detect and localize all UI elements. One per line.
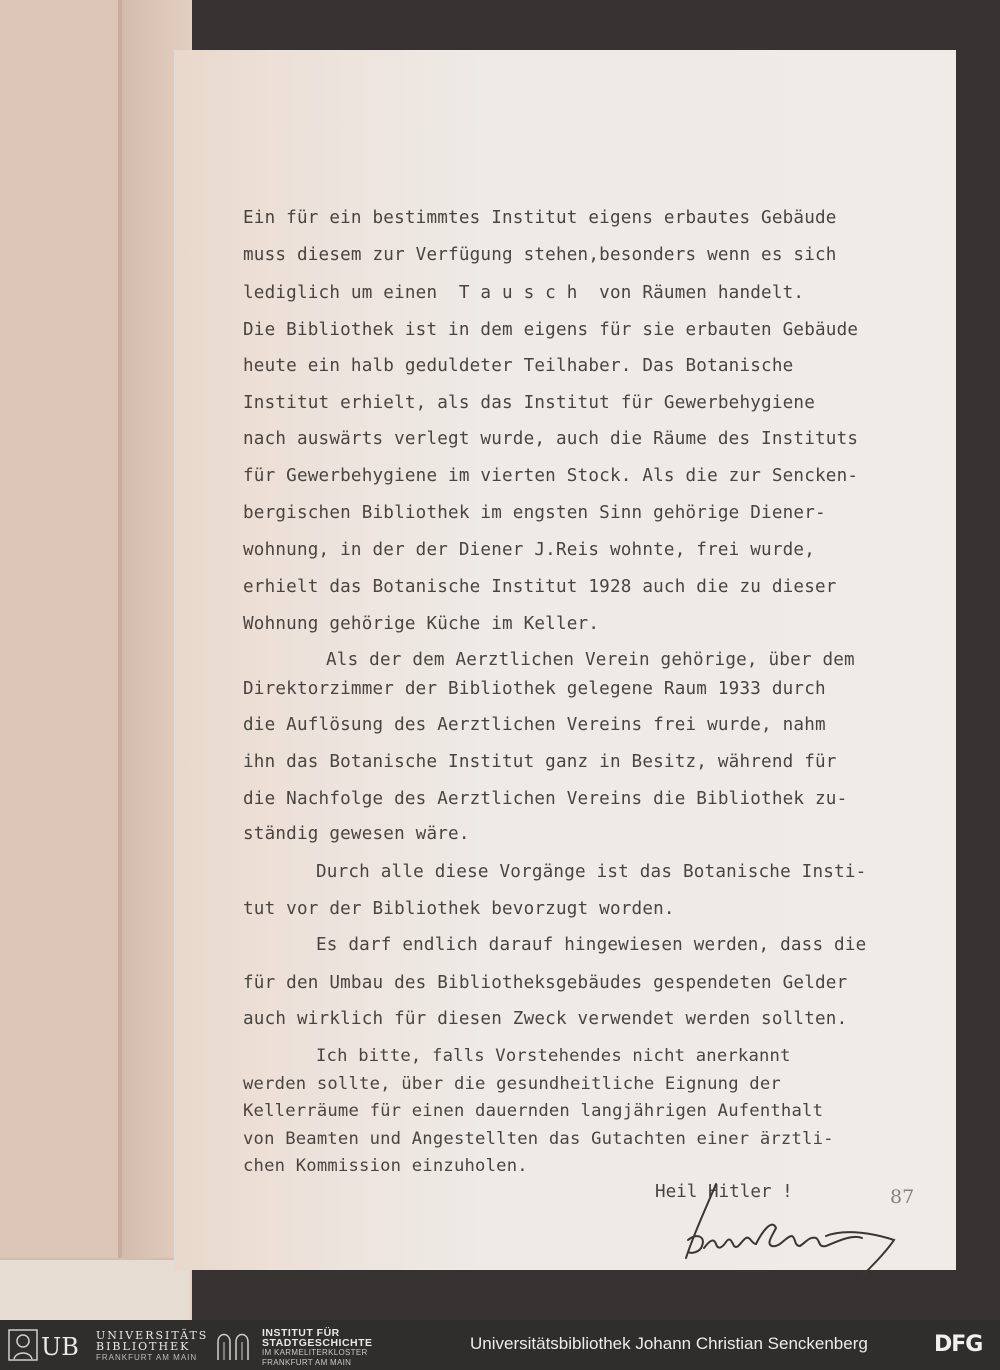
ub-logo-icon — [8, 1329, 88, 1361]
text-line: Die Bibliothek ist in dem eigens für sie erbauten Gebäude — [243, 320, 859, 340]
text-line: Ich bitte, falls Vorstehendes nicht anerkannt — [316, 1046, 791, 1066]
text-line: werden sollte, über die gesundheitliche Eignung der — [243, 1074, 781, 1094]
text-line: für den Umbau des Bibliotheksgebäudes gespendeten Gelder — [243, 973, 848, 993]
text-line: lediglich um einen T a u s c h von Räumen handelt. — [243, 283, 805, 303]
text-line: ihn das Botanische Institut ganz in Besitz, während für — [243, 752, 837, 772]
text-line: chen Kommission einzuholen. — [243, 1156, 528, 1176]
text-line: bergischen Bibliothek im engsten Sinn gehörige Diener- — [243, 503, 826, 523]
footer-title: Universitätsbibliothek Johann Christian Senckenberg — [470, 1334, 868, 1353]
viewer-footer — [0, 1320, 1000, 1370]
text-line: Wohnung gehörige Küche im Keller. — [243, 614, 600, 634]
isg-line-1: INSTITUT FÜR — [262, 1327, 340, 1339]
text-line: erhielt das Botanische Institut 1928 auch die zu dieser — [243, 577, 837, 597]
ub-line-2: BIBLIOTHEK — [96, 1340, 191, 1353]
text-line: von Beamten und Angestellten das Gutachten einer ärztli- — [243, 1129, 834, 1149]
ub-wordmark — [96, 1330, 208, 1363]
text-line: heute ein halb geduldeter Teilhaber. Das Botanische — [243, 356, 794, 376]
isg-line-3: IM KARMELITERKLOSTER — [262, 1348, 368, 1357]
text-line: nach auswärts verlegt wurde, auch die Räume des Instituts — [243, 429, 859, 449]
folio-number: 87 — [890, 1186, 915, 1208]
text-line: ständig gewesen wäre. — [243, 824, 470, 844]
text-line: für Gewerbehygiene im vierten Stock. Als die zur Sencken- — [243, 466, 859, 486]
closing-greeting: Heil Hitler ! — [655, 1182, 793, 1202]
text-line: die Auflösung des Aerztlichen Vereins frei wurde, nahm — [243, 715, 826, 735]
text-line: tut vor der Bibliothek bevorzugt worden. — [243, 899, 675, 919]
text-line: Es darf endlich darauf hingewiesen werden, dass die — [316, 935, 867, 955]
ub-line-1: UNIVERSITÄTS — [96, 1329, 209, 1342]
isg-logo-icon — [214, 1328, 254, 1362]
text-line: Als der dem Aerztlichen Verein gehörige, über dem — [326, 650, 855, 670]
text-line: wohnung, in der der Diener J.Reis wohnte, frei wurde, — [243, 540, 815, 560]
ub-line-3: FRANKFURT AM MAIN — [96, 1353, 198, 1362]
isg-line-4: FRANKFURT AM MAIN — [262, 1358, 352, 1367]
svg-text:UB: UB — [41, 1333, 79, 1361]
text-line: muss diesem zur Verfügung stehen,besonders wenn es sich — [243, 245, 837, 265]
text-line: Ein für ein bestimmtes Institut eigens erbautes Gebäude — [243, 208, 837, 228]
text-line: Institut erhielt, als das Institut für Gewerbehygiene — [243, 393, 815, 413]
text-line: Durch alle diese Vorgänge ist das Botanische Insti- — [316, 862, 867, 882]
text-line: auch wirklich für diesen Zweck verwendet werden sollten. — [243, 1009, 848, 1029]
dfg-logo: DFG — [934, 1332, 983, 1357]
handwritten-signature — [676, 1178, 906, 1278]
isg-line-2: STADTGESCHICHTE — [262, 1337, 373, 1349]
isg-wordmark — [262, 1328, 373, 1368]
text-line: Direktorzimmer der Bibliothek gelegene Raum 1933 durch — [243, 679, 826, 699]
text-line: Kellerräume für einen dauernden langjährigen Aufenthalt — [243, 1101, 824, 1121]
text-line: die Nachfolge des Aerztlichen Vereins die Bibliothek zu- — [243, 789, 848, 809]
